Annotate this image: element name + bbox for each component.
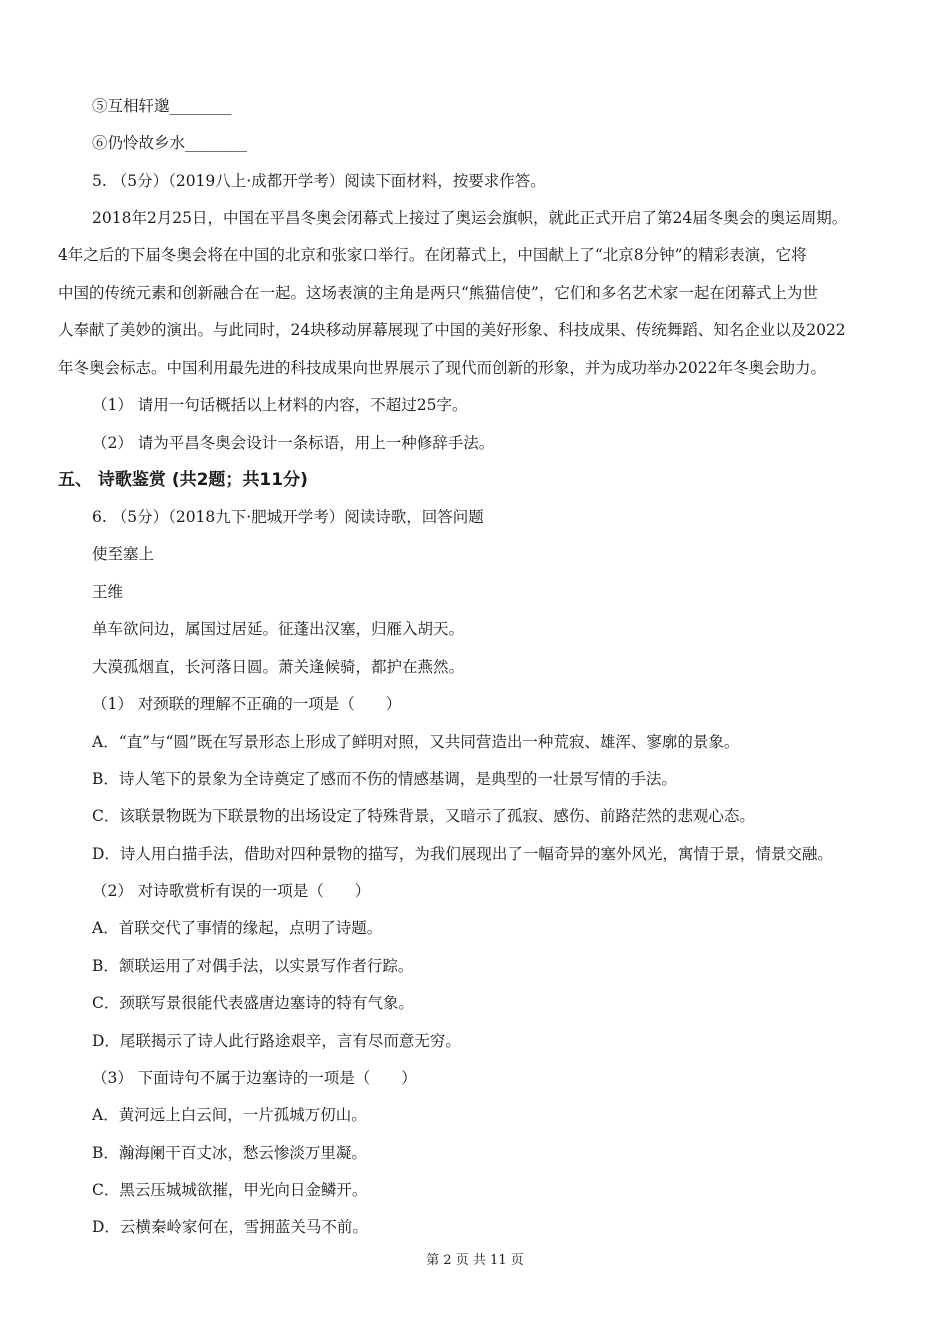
option-6-1-d: D．诗人用白描手法，借助对四种景物的描写，为我们展现出了一幅奇异的塞外风光，寓情于景，情景交融。	[92, 845, 833, 863]
passage-line-3: 中国的传统元素和创新融合在一起。这场表演的主角是两只“熊猫信使”，它们和多名艺术家一起在闭幕式上为世	[58, 284, 818, 302]
question-5-heading: 5. （5分）（2019八上·成都开学考）阅读下面材料，按要求作答。	[92, 172, 546, 190]
option-6-3-d: D．云横秦岭家何在，雪拥蓝关马不前。	[92, 1218, 368, 1236]
option-6-3-b: B．瀚海阑干百丈冰，愁云惨淡万里凝。	[92, 1144, 367, 1162]
option-6-2-b: B．颔联运用了对偶手法，以实景写作者行踪。	[92, 957, 414, 975]
option-6-1-a: A．“直”与“圆”既在写景形态上形成了鲜明对照，又共同营造出一种荒寂、雄浑、寥廓的景象。	[92, 733, 740, 751]
option-6-1-b: B．诗人笔下的景象为全诗奠定了感而不伤的情感基调，是典型的一壮景写情的手法。	[92, 770, 677, 788]
fill-blank-item-6: ⑥仍怜故乡水________	[92, 134, 248, 152]
poem-title: 使至塞上	[92, 545, 155, 563]
option-6-1-c: C．该联景物既为下联景物的出场设定了特殊背景，又暗示了孤寂、感伤、前路茫然的悲观心态。	[92, 807, 755, 825]
option-6-3-a: A．黄河远上白云间，一片孤城万仞山。	[92, 1106, 367, 1124]
section-heading-poetry: 五、 诗歌鉴赏 (共2题；共11分)	[58, 470, 308, 490]
question-6-heading: 6. （5分）（2018九下·肥城开学考）阅读诗歌，回答问题	[92, 508, 484, 526]
option-6-3-c: C．黑云压城城欲摧，甲光向日金鳞开。	[92, 1181, 368, 1199]
page-footer: 第 2 页 共 11 页	[426, 1253, 524, 1268]
option-6-2-a: A．首联交代了事情的缘起，点明了诗题。	[92, 919, 383, 937]
question-5-sub-1: （1） 请用一句话概括以上材料的内容，不超过25字。	[92, 396, 468, 414]
passage-line-4: 人奉献了美妙的演出。与此同时，24块移动屏幕展现了中国的美好形象、科技成果、传统舞蹈、知名企业以及2022	[58, 321, 846, 339]
poem-line-2: 大漠孤烟直，长河落日圆。萧关逢候骑，都护在燕然。	[92, 658, 465, 676]
option-6-2-c: C．颈联写景很能代表盛唐边塞诗的特有气象。	[92, 994, 414, 1012]
option-6-2-d: D．尾联揭示了诗人此行路途艰辛，言有尽而意无穷。	[92, 1032, 461, 1050]
question-6-sub-1: （1） 对颈联的理解不正确的一项是（ ）	[92, 695, 402, 713]
question-6-sub-2: （2） 对诗歌赏析有误的一项是（ ）	[92, 882, 371, 900]
passage-line-5: 年冬奥会标志。中国利用最先进的科技成果向世界展示了现代而创新的形象，并为成功举办2022年冬奥会助力。	[58, 359, 826, 377]
question-6-sub-3: （3） 下面诗句不属于边塞诗的一项是（ ）	[92, 1069, 417, 1087]
passage-line-1: 2018年2月25日，中国在平昌冬奥会闭幕式上接过了奥运会旗帜，就此正式开启了第24届冬奥会的奥运周期。	[92, 209, 848, 227]
fill-blank-item-5: ⑤互相轩邈________	[92, 97, 232, 115]
poem-author: 王维	[92, 583, 124, 601]
poem-line-1: 单车欲问边，属国过居延。征蓬出汉塞，归雁入胡天。	[92, 620, 465, 638]
question-5-sub-2: （2） 请为平昌冬奥会设计一条标语，用上一种修辞手法。	[92, 434, 495, 452]
passage-line-2: 4年之后的下届冬奥会将在中国的北京和张家口举行。在闭幕式上，中国献上了“北京8分钟”的精彩表演，它将	[58, 246, 807, 264]
